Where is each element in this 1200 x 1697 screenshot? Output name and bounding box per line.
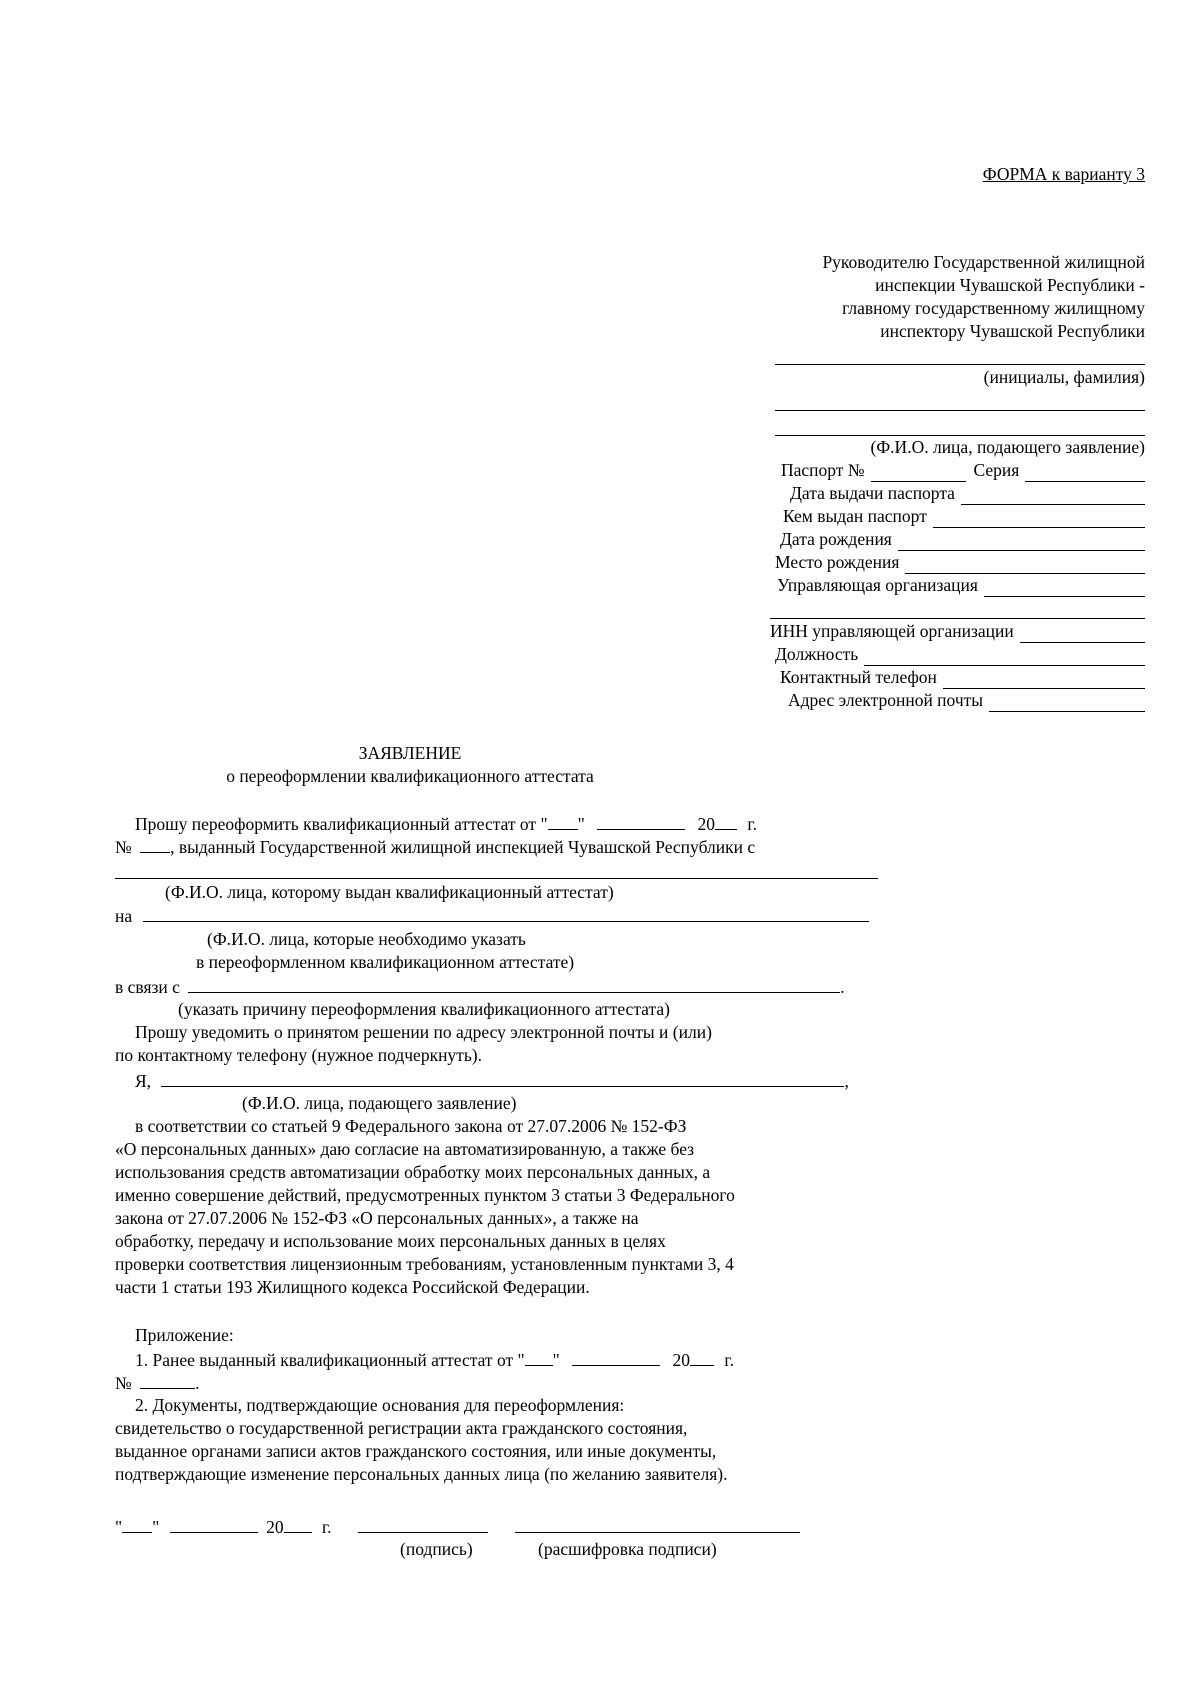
text: " [152, 1517, 160, 1537]
text: . [840, 977, 845, 997]
field-label: ИНН управляющей организации [770, 621, 1014, 641]
field-label: Управляющая организация [777, 575, 978, 595]
text: 1. Ранее выданный квалификационный аттестат от " [135, 1350, 525, 1370]
text: . [195, 1373, 200, 1393]
addressee-line: Руководителю Государственной жилищной [822, 252, 1145, 272]
management-org-field[interactable] [984, 579, 1145, 597]
text: " [577, 814, 585, 834]
email-field[interactable] [989, 694, 1145, 712]
attachment-1-number [115, 1371, 199, 1395]
signature-decode-caption: (расшифровка подписи) [538, 1539, 717, 1559]
consent-line: «О персональных данных» даю согласие на автоматизированную, а также без [115, 1139, 695, 1159]
birth-date-field[interactable] [898, 533, 1145, 551]
cert-day-field[interactable] [548, 812, 578, 830]
cert-number-field[interactable] [140, 835, 170, 853]
prev-cert-year-field[interactable] [690, 1348, 714, 1366]
new-fio-caption-2: в переоформленном квалификационном аттестате) [196, 952, 575, 972]
management-org-line-2[interactable] [770, 618, 1145, 619]
initials-caption: (инициалы, фамилия) [983, 367, 1145, 387]
cert-month-field[interactable] [597, 812, 685, 830]
signature-date-line [115, 1515, 332, 1539]
applicant-name-field[interactable] [161, 1069, 844, 1087]
field-row [788, 689, 1145, 712]
prev-cert-month-field[interactable] [572, 1348, 660, 1366]
field-row [783, 505, 1145, 528]
ya-line [135, 1069, 849, 1093]
new-fio-caption-1: (Ф.И.О. лица, которые необходимо указать [207, 929, 526, 949]
text: № [115, 1373, 132, 1393]
sign-day-field[interactable] [122, 1515, 152, 1533]
field-row [775, 643, 1145, 666]
field-label: Адрес электронной почты [788, 690, 984, 710]
field-row [770, 620, 1145, 643]
addressee-line: главному государственному жилищному [842, 298, 1145, 318]
addressee-block [700, 251, 1145, 343]
holder-fio-caption: (Ф.И.О. лица, которому выдан квалификационный аттестат) [165, 882, 614, 902]
issue-date-field[interactable] [961, 487, 1145, 505]
consent-line: именно совершение действий, предусмотренных пунктом 3 статьи 3 Федерального [115, 1185, 735, 1205]
field-label: Кем выдан паспорт [783, 506, 927, 526]
addressee-line: инспекции Чувашской Республики - [875, 275, 1145, 295]
field-label: Дата рождения [780, 529, 892, 549]
consent-line: в соответствии со статьей 9 Федерального закона от 27.07.2006 № 152-ФЗ [135, 1116, 687, 1136]
reason-caption: (указать причину переоформления квалификационного аттестата) [178, 999, 670, 1019]
consent-line: части 1 статьи 193 Жилищного кодекса Российской Федерации. [115, 1277, 590, 1297]
applicant-fio-line[interactable] [775, 410, 1145, 411]
attachment-2-line: выданное органами записи актов гражданского состояния, или иные документы, [115, 1441, 717, 1461]
notify-line-1: Прошу уведомить о принятом решении по адресу электронной почты и (или) [135, 1022, 712, 1042]
text: Прошу переоформить квалификационный аттестат от " [135, 814, 548, 834]
attachment-2-line: свидетельство о государственной регистрации акта гражданского состояния, [115, 1418, 688, 1438]
position-field[interactable] [864, 648, 1145, 666]
holder-fio-line[interactable] [115, 878, 878, 879]
sign-month-field[interactable] [170, 1515, 258, 1533]
text: , выданный Государственной жилищной инспекцией Чувашской Республики с [170, 837, 756, 857]
field-row [777, 574, 1145, 597]
consent-line: закона от 27.07.2006 № 152-ФЗ «О персональных данных», а также на [115, 1208, 639, 1228]
consent-line: обработку, передачу и использование моих персональных данных в целях [115, 1231, 666, 1251]
field-row [780, 666, 1145, 689]
signature-caption: (подпись) [400, 1539, 473, 1559]
passport-series-field[interactable] [1025, 464, 1145, 482]
attachments-heading: Приложение: [135, 1325, 234, 1345]
field-row [775, 551, 1145, 574]
phone-field[interactable] [943, 671, 1145, 689]
passport-row [781, 459, 1145, 482]
passport-number-label: Паспорт № [781, 460, 865, 480]
consent-line: использования средств автоматизации обработку моих персональных данных, а [115, 1162, 711, 1182]
inn-field[interactable] [1020, 625, 1145, 643]
attachment-2-line: 2. Документы, подтверждающие основания для переоформления: [135, 1395, 625, 1415]
issued-by-field[interactable] [933, 510, 1145, 528]
text: " [115, 1517, 123, 1537]
text: 20 [697, 814, 715, 834]
prev-cert-day-field[interactable] [525, 1348, 553, 1366]
signature-line[interactable] [358, 1532, 488, 1533]
text: 20 [672, 1350, 691, 1370]
reason-line [115, 975, 845, 999]
text: " [552, 1350, 560, 1370]
text: на [115, 906, 133, 926]
text: 20 [266, 1517, 284, 1537]
text: г. [724, 1350, 735, 1370]
birth-place-field[interactable] [905, 556, 1145, 574]
text: в связи с [115, 977, 180, 997]
text: г. [747, 814, 757, 834]
attachment-2-line: подтверждающие изменение персональных данных лица (по желанию заявителя). [115, 1464, 728, 1484]
text: г. [321, 1517, 332, 1537]
new-fio-field[interactable] [143, 904, 869, 922]
reason-field[interactable] [188, 975, 840, 993]
field-label: Контактный телефон [780, 667, 937, 687]
document-title: ЗАЯВЛЕНИЕ [358, 743, 462, 763]
field-row [780, 528, 1145, 551]
cert-year-field[interactable] [715, 812, 737, 830]
sign-year-field[interactable] [284, 1515, 312, 1533]
consent-line: проверки соответствия лицензионным требованиям, установленным пунктами 3, 4 [115, 1254, 734, 1274]
addressee-line: инспектору Чувашской Республики [880, 321, 1145, 341]
request-line-1 [135, 812, 757, 836]
passport-number-field[interactable] [871, 464, 966, 482]
na-line [115, 904, 869, 928]
field-label: Должность [775, 644, 859, 664]
field-label: Место рождения [775, 552, 900, 572]
field-label: Дата выдачи паспорта [790, 483, 955, 503]
passport-series-label: Серия [973, 460, 1020, 480]
applicant-fio-caption: (Ф.И.О. лица, подающего заявление) [870, 437, 1145, 457]
initials-line[interactable] [775, 364, 1145, 365]
text: № [115, 837, 132, 857]
prev-cert-number-field[interactable] [140, 1371, 195, 1389]
text: Я, [135, 1071, 152, 1091]
request-line-2 [115, 835, 755, 859]
form-label: ФОРМА к варианту 3 [982, 164, 1145, 184]
attachment-1 [135, 1348, 734, 1372]
notify-line-2: по контактному телефону (нужное подчеркнуть). [115, 1045, 483, 1065]
field-row [790, 482, 1145, 505]
title-block [190, 742, 630, 788]
document-subtitle: о переоформлении квалификационного аттестата [226, 766, 594, 786]
signature-decode-line[interactable] [515, 1532, 800, 1533]
text: , [844, 1071, 849, 1091]
applicant-caption: (Ф.И.О. лица, подающего заявление) [242, 1093, 517, 1113]
